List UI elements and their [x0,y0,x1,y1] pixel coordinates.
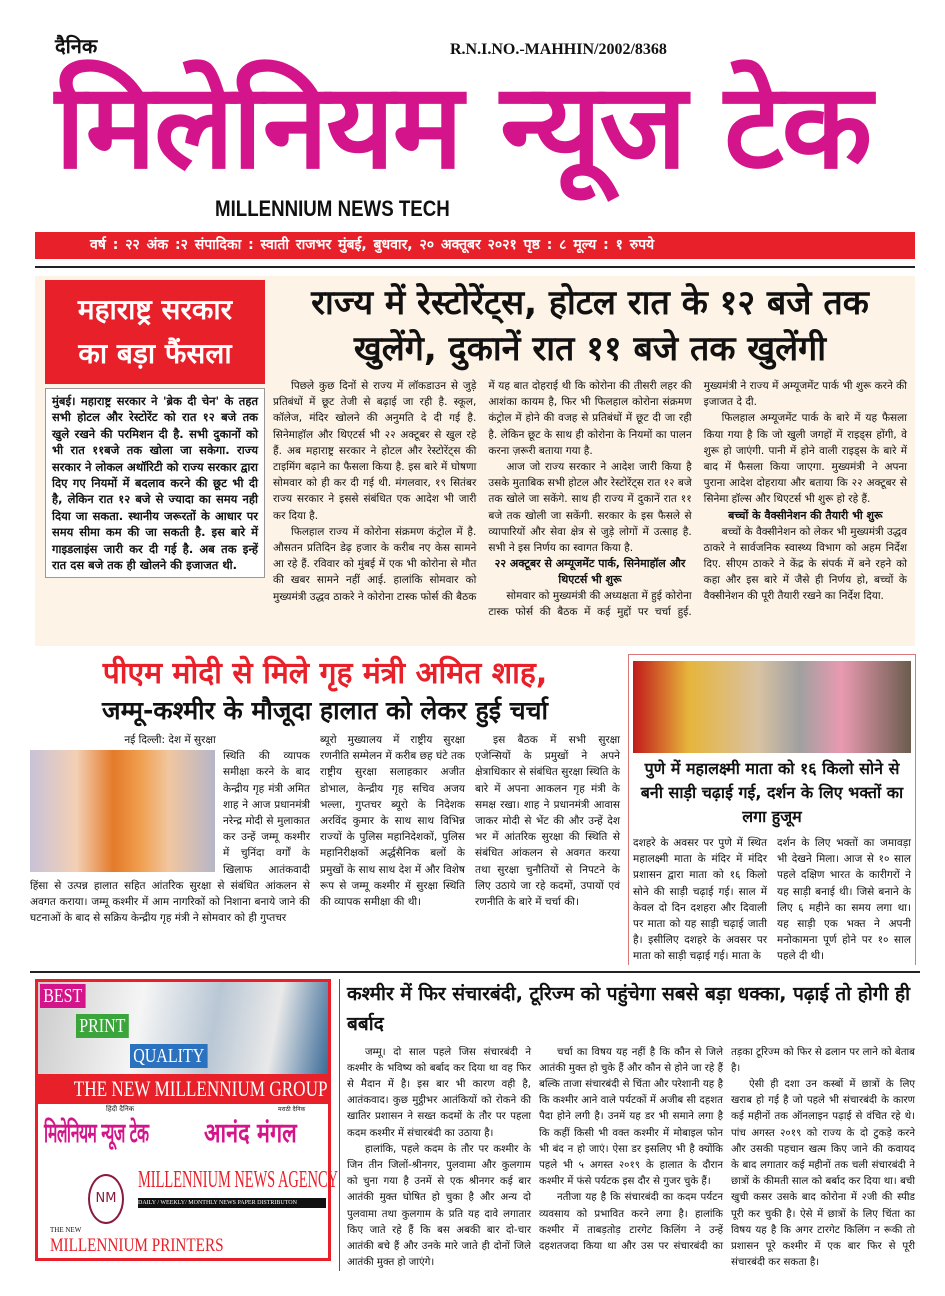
lead-right [273,280,907,640]
story2-col3: ब्यूरो मुख्यालय में राष्ट्रीय सुरक्षा रणनीति सम्मेलन में करीब छह घंटे तक राष्ट्रीय सुरक्षा सलाहकार अजीत डोभाल, केन्द्रीय गृह सचिव अजय भल्ला, गुप्तचर ब्यूरो के निदेशक अरविंद कुमार के साथ साथ विभिन्न राज्यों के पुलिस महानिदेशकों, पुलिस महानिरीक्षकों अर्द्धसैनिक बलों के प्रमुखों के साथ साथ देश में और विशेष रूप से जम्मू कश्मीर में सुरक्षा स्थिति की व्यापक समीक्षा की थी। [320,734,465,909]
lead-kicker [45,280,265,384]
story3 [628,654,916,965]
paragraph: फिलहाल राज्य में कोरोना संक्रमण कंट्रोल में है. औसतन प्रतिदिन डेढ़ हजार के करीब नए केस सामने आ रहे हैं. रविवार को मुंबई में एक भी कोरोना से मौत की खबर सामने नहीं आई. हालांकि सोमवार को मुख्यमंत्री उद्धव ठाकरे ने कोरोना टास्क फोर्स की बैठक में यह बात दोहराई थी कि कोरोना की तीसरी लहर की आशंका कायम है, फिर भी फिलहाल कोरोना संक्रमण कंट्रोल में होने की वजह से प्रतिबंधों में छूट दी जा रही है. लेकिन छूट के साथ ही कोरोना के नियमों का पालन करना ज़रूरी बताया गया है. [273,380,692,603]
story2-left [30,732,310,926]
masthead-title: मिलेनियम न्यूज टेक [55,57,871,195]
story2-col4: इस बैठक में सभी सुरक्षा एजेन्सियों के प्रमुखों ने अपने क्षेत्राधिकार से संबंधित सुरक्षा स्थिति के बारे में अपना आकलन गृह मंत्री के समक्ष रखा। शाह ने प्रधानमंत्री आवास जाकर मोदी से भेंट की और उन्हें देश भर में आंतरिक सुरक्षा की स्थिति से संबंधित आंकलन से अवगत करया तथा सुरक्षा चुनौतियों से निपटने के लिए उठाये जा रहे कदमों, उपायों एवं रणनीति के बारे में चर्चा की। [475,734,620,909]
story3-body [633,835,911,965]
shah-modi-photo [30,750,215,872]
divider [35,266,915,268]
printers-prefix: THE NEW [50,1225,82,1234]
story4 [339,979,915,1272]
ad-tag: PRINT [76,1014,129,1038]
paragraph: हालांकि, पहले कदम के तौर पर कश्मीर के जिन तीन जिलों-श्रीनगर, पुलवामा और कुलगाम को चुना गया है उनमें से एक श्रीनगर कई बार आतंकी मुक्त घोषित हो चुका है और अन्य दो पुलवामा तथा कुलगाम के प्रति यह दावे लगातार किए जाते रहे हैं कि बस अबकी बार दो-चार आतंकी बचे हैं और उनके मारे जाते ही दोनों जिले आतंकी मुक्त हो जाएंगे। [347,1143,531,1269]
kicker-line: महाराष्ट्र सरकार [77,293,233,326]
marathi-label: मराठी दैनिक [278,1105,306,1113]
ad-paper2: आनंद मंगल [204,1117,297,1149]
paragraph: फिलहाल अम्यूजमेंट पार्क के बारे में यह फैसला किया गया है कि जो खुली जगहों में राइड्स होंगी, वे शुरू हो जाएंगी. पानी में होने वाली राइड्स के बारे में बाद में फैसला किया जाएगा. मुख्यमंत्री ने अपना पुराना आदेश दोहराया और बताया कि २२ अक्टूबर से सिनेमा हॉल्स और थिएटर्स भी शुरू हो रहे हैं. [703,412,907,506]
subheading: बच्चों के वैक्सीनेशन की तैयारी भी शुरू [728,508,883,522]
paragraph: जम्मू। दो साल पहले जिस संचारबंदी ने कश्मीर के भविष्य को बर्बाद कर दिया था वह फिर से मैदान में है। इस बार भी कारण वही है, आतंकवाद। कुछ मुट्ठीभर आतंकियों को रोकने की खातिर प्रशासन ने सख्त कदमों के तौर पर पहला कदम कश्मीर में संचारबंदी का उठाया है। [347,1046,531,1139]
nm-logo: NM [88,1174,124,1224]
headline-line: राज्य में रेस्टोरेंट्स, होटल रात के १२ बजे तक [311,283,869,323]
paragraph: पिछले कुछ दिनों से राज्य में लॉकडाउन से जुड़े प्रतिबंधों में छूट तेजी से बढ़ाई जा रही है. स्कूल, कॉलेज, मंदिर खोलने की अनुमति दे दी गई है. सिनेमाहॉल और थिएटर्स भी २२ अक्टूबर से खुल रहे हैं. अब महाराष्ट्र सरकार ने होटल और रेस्टोरेंट्स की टाइमिंग बढ़ाने का फैसला किया है. इस बारे में घोषणा सोमवार को ही कर दी गई थी. मंगलवार, १९ सितंबर राज्य सरकार ने इससे संबंधित एक आदेश भी जारी कर दिया है. [273,380,477,522]
millennium-group-ad [35,979,338,1261]
story2-col1-top: नई दिल्ली: देश में सुरक्षा [124,734,216,746]
hindi-label: हिंदी दैनिक [106,1104,135,1113]
paragraph: नतीजा यह है कि संचारबंदी का कदम पर्यटन व्यवसाय को प्रभावित करने लगा है। हालांकि कश्मीर में ताबड़तोड़ टारगेट किलिंग ने उन्हें दहशतजदा किया था और उस पर संचारबंदी का तड़का टूरिज्म को फिर से ढलान पर लाने को बेताब है। [539,1046,915,1253]
printers-name: MILLENNIUM PRINTERS [50,1234,224,1256]
subheading: २२ अक्टूबर से अम्यूजमेंट पार्क, सिनेमाहॉल और थिएटर्स भी शुरू [494,557,686,587]
story2 [30,654,620,965]
lead-left [45,280,265,640]
daily-label: दैनिक [55,34,98,58]
rni-number: R.N.I.NO.-MAHHIN/2002/8368 [450,41,667,58]
lead-headline [273,280,907,372]
story2-body [30,732,620,926]
story2-subheadline: जम्मू-कश्मीर के मौजूदा हालात को लेकर हुई चर्चा [102,696,548,725]
paragraph: आज जो राज्य सरकार ने आदेश जारी किया है उसके मुताबिक सभी होटल और रेस्टोरेंट्स रात १२ बजे तक खोले जा सकेंगे. साथ ही राज्य में दुकानें रात ११ बजे तक खोली जा सकेंगी. सरकार के इस फैसले से व्यापारियों और सेवा क्षेत्र से जुड़े लोगों में उत्साह है. सभी ने इस निर्णय का स्वागत किया है. [488,461,692,555]
agency-subtitle: DAILY / WEEKLY/ MONTHLY NEWS PAPER DISTRIBUTON [138,1198,326,1208]
story2-right [320,732,620,926]
story3-col1: दशहरे के अवसर पर पुणे में स्थित महालक्ष्मी माता के मंदिर में मंदिर प्रशासन द्वारा माता को १६ किलो सोने की साड़ी चढ़ाई गई। साल में केवल दो दिन दशहरा और दिवाली पर माता को यह साड़ी चढ़ाई जाती है। इसीलिए दशहरे के अवसर पर माता को साड़ी चढ़ाई गई। माता के [633,837,767,963]
story2-headline: पीएम मोदी से मिले गृह मंत्री अमित शाह, [102,656,548,691]
story3-headline: पुणे में महालक्ष्मी माता को १६ किलो सोने से बनी साड़ी चढ़ाई गई, दर्शन के लिए भक्तों का लगा हुजूम [640,759,904,826]
ad-tag: BEST [40,984,86,1008]
paragraph: सोमवार को मुख्यमंत्री की अध्यक्षता में हुई कोरोना टास्क फोर्स की बैठक में कई मुद्दों पर चर्चा हुई. मुख्यमंत्री ने राज्य में अम्यूजमेंट पार्क भी शुरू करने की इजाजत दे दी. [488,380,907,619]
lead-story [35,276,915,646]
divider [30,971,920,973]
story2-col2: मोदी से मुलाकात कर उन्हें जम्मू कश्मीर में चुनिंदा वर्गों के खिलाफ आतंकवादी हिंसा से उत्पन्न हालात सहित आंतरिक सुरक्षा से संबंधित आंकलन से अवगत कराया। जम्मू कश्मीर में आम नागरिकों को निशाना बनाये जाने की घटनाओं के बाद से सक्रिय केन्द्रीय गृह मंत्री ने सोमवार को ही गुप्तचर [30,815,310,925]
ad-group-name [38,1074,328,1104]
mahalakshmi-temple-photo [633,661,911,753]
group-text: THE NEW MILLENNIUM GROUP [73,1075,328,1101]
paragraph: चर्चा का विषय यह नहीं है कि कौन से जिले आतंकी मुक्त हो चुके हैं और कौन से होने जा रहे हैं बल्कि ताजा संचारबंदी से चिंता और परेशानी यह है कि कश्मीर आने वाले पर्यटकों में अजीब सी दहशत पैदा होने लगी है। उनमें यह डर भी समाने लगा है कि कहीं किसी भी वक्त कश्मीर में मोबाइल फोन भी बंद न हो जाएं। ऐसा डर इसलिए भी है क्योंकि पहले भी ५ अगस्त २०१९ के हालात के दौरान कश्मीर में फंसे पर्यटक इस दौर से गुजर चुके हैं। [539,1046,723,1188]
masthead-english: MILLENNIUM NEWS TECH [215,196,450,221]
kicker-line: का बड़ा फैंसला [78,337,232,370]
story3-col2: दर्शन के लिए भक्तों का जमावड़ा भी देखने मिला। आज से १० साल पहले दक्षिण भारत के कारीगरों ने यह साड़ी बनाई थी। जिसे बनाने के लिए ६ महीने का समय लगा था। यह साड़ी एक भक्त ने अपनी मनोकामना पूर्ण होने पर १० साल पहले दी थी। [777,837,911,963]
paragraph: बच्चों के वैक्सीनेशन को लेकर भी मुख्यमंत्री उद्धव ठाकरे ने सार्वजनिक स्वास्थ्य विभाग को अहम निर्देश दिए. सीएम ठाकरे ने केंद्र के संपर्क में बने रहने को कहा और इस बारे में जैसे ही निर्णय हो, बच्चों के वैक्सीनेशन की पूरी तैयारी रखने का निर्देश दिया. [703,525,907,603]
issue-info-strip: वर्ष : २२ अंक :२ संपादिका : स्वाती राजभर मुंबई, बुधवार, २० अक्तूबर २०२१ पृष्ठ : ८ मूल्य : १ रुपये [35,232,915,259]
masthead [30,0,915,272]
ad-tag: QUALITY [130,1044,208,1068]
lead-intro: मुंबई। महाराष्ट्र सरकार ने 'ब्रेक दी चेन' के तहत सभी होटल और रेस्टोरेंट को रात १२ बजे तक खुले रखने की परमिशन दी है. सभी दुकानों को भी रात ११बजे तक खोला जा सकेगा. राज्य सरकार ने लोकल अथॉरिटी को राज्य सरकार द्वारा दिए गए नियमों में बदलाव करने की छूट भी दी है, लेकिन रात १२ बजे से ज्यादा का समय नही दिया जा सकता. स्थानीय जरूरतों के आधार पर समय सीमा कम की जा सकती है. इस बारे में गाइडलाइंस जारी कर दी गई है. अब तक इन्हें रात दस बजे तक ही खोलने की इजाजत थी. [45,388,265,578]
paragraph: ऐसी ही दशा उन कस्बों में छात्रों के लिए खराब हो गई है जो पहले भी संचारबंदी के कारण कई महीनों तक ऑनलाइन पढ़ाई से वंचित रहे थे। पांच अगस्त २०१९ को राज्य के दो टुकड़े करने और उसकी पहचान खत्म किए जाने की कवायद के बाद लगातार कई महीनों तक चली संचारबंदी ने छात्रों के कीमती साल को बर्बाद कर दिया था। बची खुची कसर उसके बाद कोरोना में २जी की स्पीड पूरी कर चुकी है। ऐसे में छात्रों के लिए चिंता का विषय यह है कि अगर टारगेट किलिंग न रूकी तो प्रशासन पूरे कश्मीर में एक बार फिर से पूरी संचारबंदी कर सकता है। [731,1079,915,1269]
lead-body [273,378,907,621]
story2-col1-bottom: स्थिति की व्यापक समीक्षा करने के बाद केन्द्रीय गृह मंत्री अमित शाह ने आज प्रधानमंत्री नरेन्द्र [223,750,310,828]
middle-row [30,654,915,965]
ad-paper1: मिलेनियम न्यूज टेक [44,1117,149,1149]
story4-body [347,1045,915,1272]
agency-name: MILLENNIUM NEWS AGENCY [138,1166,338,1193]
bottom-row [30,979,915,1272]
story4-headline: कश्मीर में फिर संचारबंदी, टूरिज्म को पहुंचेगा सबसे बड़ा धक्का, पढ़ाई तो होगी ही बर्बाद [347,982,911,1035]
headline-line: खुलेंगे, दुकानें रात ११ बजे तक खुलेंगी [353,329,827,369]
